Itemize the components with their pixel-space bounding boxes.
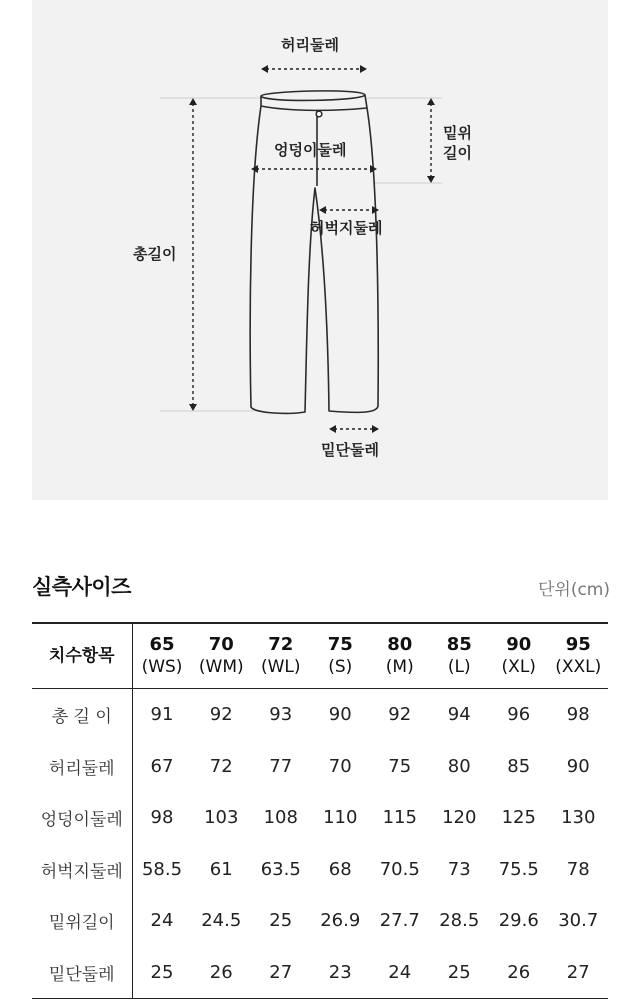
table-cell: 92 xyxy=(388,704,412,726)
table-cell: 85 xyxy=(507,755,531,777)
table-cell: 75.5 xyxy=(498,858,539,880)
row-label: 총 길 이 xyxy=(32,689,132,741)
table-cell: 27 xyxy=(566,961,590,983)
table-cell: 25 xyxy=(269,910,293,932)
row-label: 엉덩이둘레 xyxy=(32,792,132,844)
size-number: 65 xyxy=(149,634,175,655)
table-cell: 90 xyxy=(566,755,590,777)
table-cell: 58.5 xyxy=(141,858,183,880)
table-corner-label: 치수항목 xyxy=(32,623,132,689)
table-cell: 26.9 xyxy=(320,910,361,932)
hip-label: 엉덩이둘레 xyxy=(274,141,347,159)
size-column-header xyxy=(251,623,311,689)
pants-illustration xyxy=(32,0,608,500)
table-cell: 110 xyxy=(323,807,358,829)
table-cell: 24 xyxy=(150,910,174,932)
table-cell: 120 xyxy=(442,807,477,829)
hem-label: 밑단둘레 xyxy=(321,441,379,459)
table-cell: 130 xyxy=(561,807,596,829)
total-length-label: 총길이 xyxy=(133,245,177,263)
table-cell: 67 xyxy=(150,755,174,777)
size-number: 85 xyxy=(446,634,472,655)
table-cell: 23 xyxy=(328,961,352,983)
size-name: (WS) xyxy=(141,657,183,677)
size-diagram xyxy=(32,0,608,500)
size-name: (XL) xyxy=(501,657,536,677)
section-title: 실측사이즈 xyxy=(32,575,131,599)
table-row-hip xyxy=(32,792,608,844)
size-column-header xyxy=(311,623,371,689)
table-cell: 72 xyxy=(209,755,233,777)
table-cell: 26 xyxy=(507,961,531,983)
table-cell: 24.5 xyxy=(201,910,242,932)
table-cell: 94 xyxy=(447,704,471,726)
table-row-waist xyxy=(32,741,608,793)
table-cell: 25 xyxy=(150,961,174,983)
table-cell: 115 xyxy=(382,807,417,829)
table-cell: 80 xyxy=(447,755,471,777)
unit-label: 단위(cm) xyxy=(537,580,610,600)
size-column-header xyxy=(192,623,252,689)
table-cell: 98 xyxy=(150,807,174,829)
size-number: 90 xyxy=(506,634,532,655)
size-table xyxy=(32,622,608,999)
table-cell: 24 xyxy=(388,961,412,983)
table-cell: 29.6 xyxy=(498,910,539,932)
table-cell: 30.7 xyxy=(558,910,599,932)
size-number: 80 xyxy=(387,634,413,655)
size-number: 70 xyxy=(208,634,234,655)
row-label: 허벅지둘레 xyxy=(32,844,132,896)
size-number: 95 xyxy=(565,634,591,655)
size-name: (M) xyxy=(385,657,414,677)
table-cell: 70 xyxy=(328,755,352,777)
thigh-label: 허벅지둘레 xyxy=(310,219,383,237)
table-cell: 73 xyxy=(447,858,471,880)
table-cell: 98 xyxy=(566,704,590,726)
table-cell: 25 xyxy=(447,961,471,983)
size-column-header xyxy=(489,623,549,689)
table-cell: 108 xyxy=(263,807,298,829)
size-name: (L) xyxy=(447,657,471,677)
waist-label: 허리둘레 xyxy=(281,36,339,54)
table-cell: 92 xyxy=(209,704,233,726)
table-cell: 96 xyxy=(507,704,531,726)
table-cell: 91 xyxy=(150,704,174,726)
size-column-header xyxy=(430,623,490,689)
table-cell: 125 xyxy=(501,807,536,829)
row-label: 밑위길이 xyxy=(32,895,132,947)
table-row-thigh xyxy=(32,844,608,896)
table-cell: 63.5 xyxy=(260,858,301,880)
table-cell: 27 xyxy=(269,961,293,983)
size-column-header xyxy=(549,623,609,689)
table-cell: 103 xyxy=(204,807,239,829)
table-header-row xyxy=(32,623,608,689)
table-cell: 78 xyxy=(566,858,590,880)
table-cell: 28.5 xyxy=(439,910,480,932)
size-number: 75 xyxy=(327,634,353,655)
table-cell: 90 xyxy=(328,704,352,726)
table-cell: 61 xyxy=(209,858,233,880)
size-name: (XXL) xyxy=(555,657,602,677)
table-row-total-length xyxy=(32,689,608,741)
size-number: 72 xyxy=(268,634,294,655)
row-label: 밑단둘레 xyxy=(32,947,132,999)
table-cell: 93 xyxy=(269,704,293,726)
size-name: (WL) xyxy=(260,657,301,677)
rise-label-line1: 밑위 xyxy=(443,124,472,142)
size-name: (WM) xyxy=(198,657,244,677)
table-cell: 70.5 xyxy=(379,858,420,880)
table-cell: 68 xyxy=(328,858,352,880)
size-column-header xyxy=(370,623,430,689)
table-cell: 75 xyxy=(388,755,412,777)
table-cell: 77 xyxy=(269,755,293,777)
table-cell: 26 xyxy=(209,961,233,983)
table-row-hem xyxy=(32,947,608,999)
table-row-rise xyxy=(32,895,608,947)
size-name: (S) xyxy=(328,657,353,677)
rise-label-line2: 길이 xyxy=(443,144,472,162)
size-column-header xyxy=(132,623,192,689)
table-cell: 27.7 xyxy=(379,910,420,932)
row-label: 허리둘레 xyxy=(32,741,132,793)
